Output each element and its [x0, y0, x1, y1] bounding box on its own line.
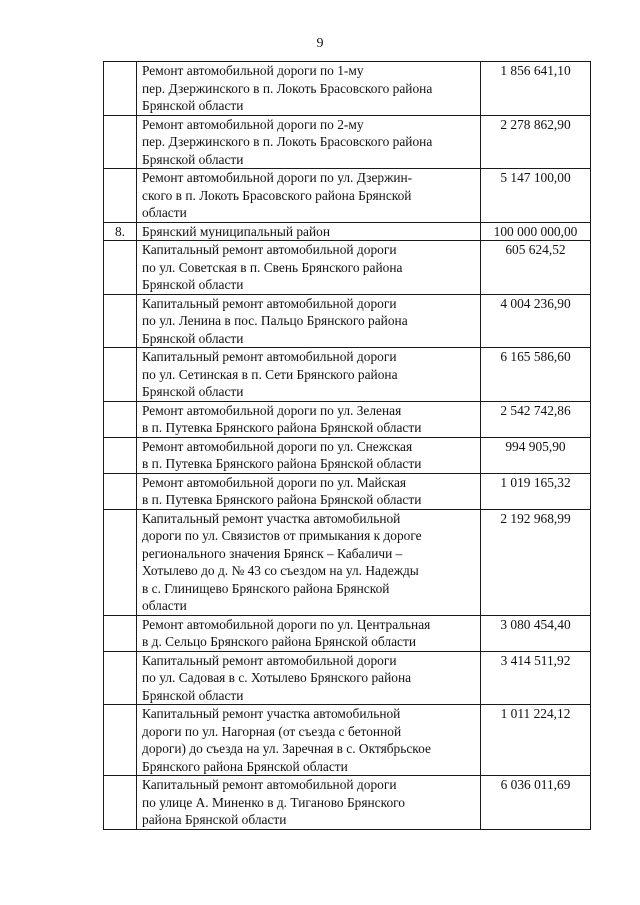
table-row	[104, 509, 591, 615]
row-amount: 6 036 011,69	[481, 776, 591, 830]
description-line: в д. Сельцо Брянского района Брянской области	[142, 634, 416, 649]
funding-table	[103, 61, 591, 830]
row-amount: 4 004 236,90	[481, 294, 591, 348]
table-row	[104, 705, 591, 776]
page-number: 9	[316, 36, 324, 51]
description-line: Брянской области	[142, 151, 244, 167]
row-amount: 1 019 165,32	[481, 473, 591, 509]
description-line: Хотылево до д. № 43 со съездом на ул. Надежды	[142, 563, 419, 578]
table-row	[104, 241, 591, 295]
description-line: дороги по ул. Нагорная (от съезда с бетонной	[142, 723, 402, 739]
row-number	[104, 705, 137, 776]
row-number: 8.	[104, 222, 137, 241]
row-number	[104, 401, 137, 437]
row-description	[137, 348, 481, 402]
description-line: Ремонт автомобильной дороги по ул. Дзержин-	[142, 170, 413, 185]
row-description	[137, 776, 481, 830]
row-amount: 605 624,52	[481, 241, 591, 295]
description-line: Капитальный ремонт участка автомобильной	[142, 706, 401, 721]
row-amount: 6 165 586,60	[481, 348, 591, 402]
row-number	[104, 615, 137, 651]
description-line: Капитальный ремонт автомобильной дороги	[142, 652, 397, 668]
description-line: дороги) до съезда на ул. Заречная в с. Октябрьское	[142, 741, 431, 756]
table-row	[104, 62, 591, 116]
row-number	[104, 776, 137, 830]
row-amount: 3 414 511,92	[481, 651, 591, 705]
description-line: Капитальный ремонт автомобильной дороги	[142, 295, 397, 311]
row-number	[104, 62, 137, 116]
description-line: пер. Дзержинского в п. Локоть Брасовского района	[142, 134, 433, 149]
table-row	[104, 651, 591, 705]
description-line: в с. Глинищево Брянского района Брянской	[142, 580, 390, 596]
row-description	[137, 437, 481, 473]
row-amount: 100 000 000,00	[481, 222, 591, 241]
table-row	[104, 348, 591, 402]
row-description	[137, 705, 481, 776]
description-line: Капитальный ремонт автомобильной дороги	[142, 349, 397, 364]
table-row	[104, 437, 591, 473]
row-description	[137, 62, 481, 116]
description-line: Брянского района Брянской области	[142, 758, 348, 774]
row-number	[104, 437, 137, 473]
description-line: Капитальный ремонт участка автомобильной	[142, 510, 401, 526]
description-line: Ремонт автомобильной дороги по ул. Снежская	[142, 438, 413, 454]
table-row	[104, 473, 591, 509]
row-description	[137, 222, 481, 241]
description-line: по ул. Ленина в пос. Пальцо Брянского района	[142, 313, 408, 328]
row-number	[104, 294, 137, 348]
description-line: по улице А. Миненко в д. Тиганово Брянского	[142, 794, 405, 810]
row-amount: 1 011 224,12	[481, 705, 591, 776]
row-description	[137, 169, 481, 223]
description-line: Ремонт автомобильной дороги по 2-му	[142, 116, 364, 132]
row-number	[104, 651, 137, 705]
row-number	[104, 473, 137, 509]
table-row	[104, 615, 591, 651]
description-line: Ремонт автомобильной дороги по ул. Майская	[142, 474, 407, 490]
description-line: по ул. Садовая в с. Хотылево Брянского района	[142, 670, 412, 685]
row-amount: 2 192 968,99	[481, 509, 591, 615]
description-line: дороги по ул. Связистов от примыкания к дороге	[142, 528, 422, 543]
description-line: ского в п. Локоть Брасовского района Брянской	[142, 187, 412, 203]
row-description	[137, 509, 481, 615]
row-number	[104, 115, 137, 169]
row-description	[137, 651, 481, 705]
row-amount: 2 278 862,90	[481, 115, 591, 169]
description-line: Брянской области	[142, 98, 244, 113]
row-description	[137, 473, 481, 509]
row-description	[137, 615, 481, 651]
row-amount: 2 542 742,86	[481, 401, 591, 437]
description-line: Ремонт автомобильной дороги по ул. Зеленая	[142, 402, 402, 418]
description-line: пер. Дзержинского в п. Локоть Брасовского района	[142, 80, 433, 96]
description-line: области	[142, 598, 187, 613]
description-line: Капитальный ремонт автомобильной дороги	[142, 242, 397, 257]
description-line: Брянский муниципальный район	[142, 223, 331, 239]
row-description	[137, 241, 481, 295]
description-line: Брянской области	[142, 384, 244, 399]
row-amount: 5 147 100,00	[481, 169, 591, 223]
description-line: области	[142, 205, 187, 220]
row-number	[104, 509, 137, 615]
row-description	[137, 115, 481, 169]
table-row	[104, 169, 591, 223]
description-line: района Брянской области	[142, 812, 287, 827]
row-amount: 994 905,90	[481, 437, 591, 473]
description-line: в п. Путевка Брянского района Брянской области	[142, 420, 422, 435]
row-description	[137, 294, 481, 348]
description-line: Брянской области	[142, 330, 244, 346]
row-description	[137, 401, 481, 437]
table-body	[104, 62, 591, 830]
description-line: Ремонт автомобильной дороги по 1-му	[142, 63, 364, 78]
description-line: Капитальный ремонт автомобильной дороги	[142, 777, 397, 792]
description-line: Брянской области	[142, 277, 244, 292]
description-line: Ремонт автомобильной дороги по ул. Центральная	[142, 616, 431, 632]
table-row	[104, 115, 591, 169]
row-amount: 3 080 454,40	[481, 615, 591, 651]
table-row	[104, 222, 591, 241]
description-line: Брянской области	[142, 687, 244, 703]
table-row	[104, 294, 591, 348]
description-line: по ул. Советская в п. Свень Брянского района	[142, 259, 403, 275]
row-number	[104, 241, 137, 295]
description-line: в п. Путевка Брянского района Брянской области	[142, 492, 422, 507]
description-line: в п. Путевка Брянского района Брянской области	[142, 456, 422, 471]
description-line: регионального значения Брянск – Кабаличи –	[142, 545, 403, 561]
row-number	[104, 348, 137, 402]
table-row	[104, 401, 591, 437]
row-number	[104, 169, 137, 223]
table-row	[104, 776, 591, 830]
description-line: по ул. Сетинская в п. Сети Брянского района	[142, 366, 398, 382]
row-amount: 1 856 641,10	[481, 62, 591, 116]
